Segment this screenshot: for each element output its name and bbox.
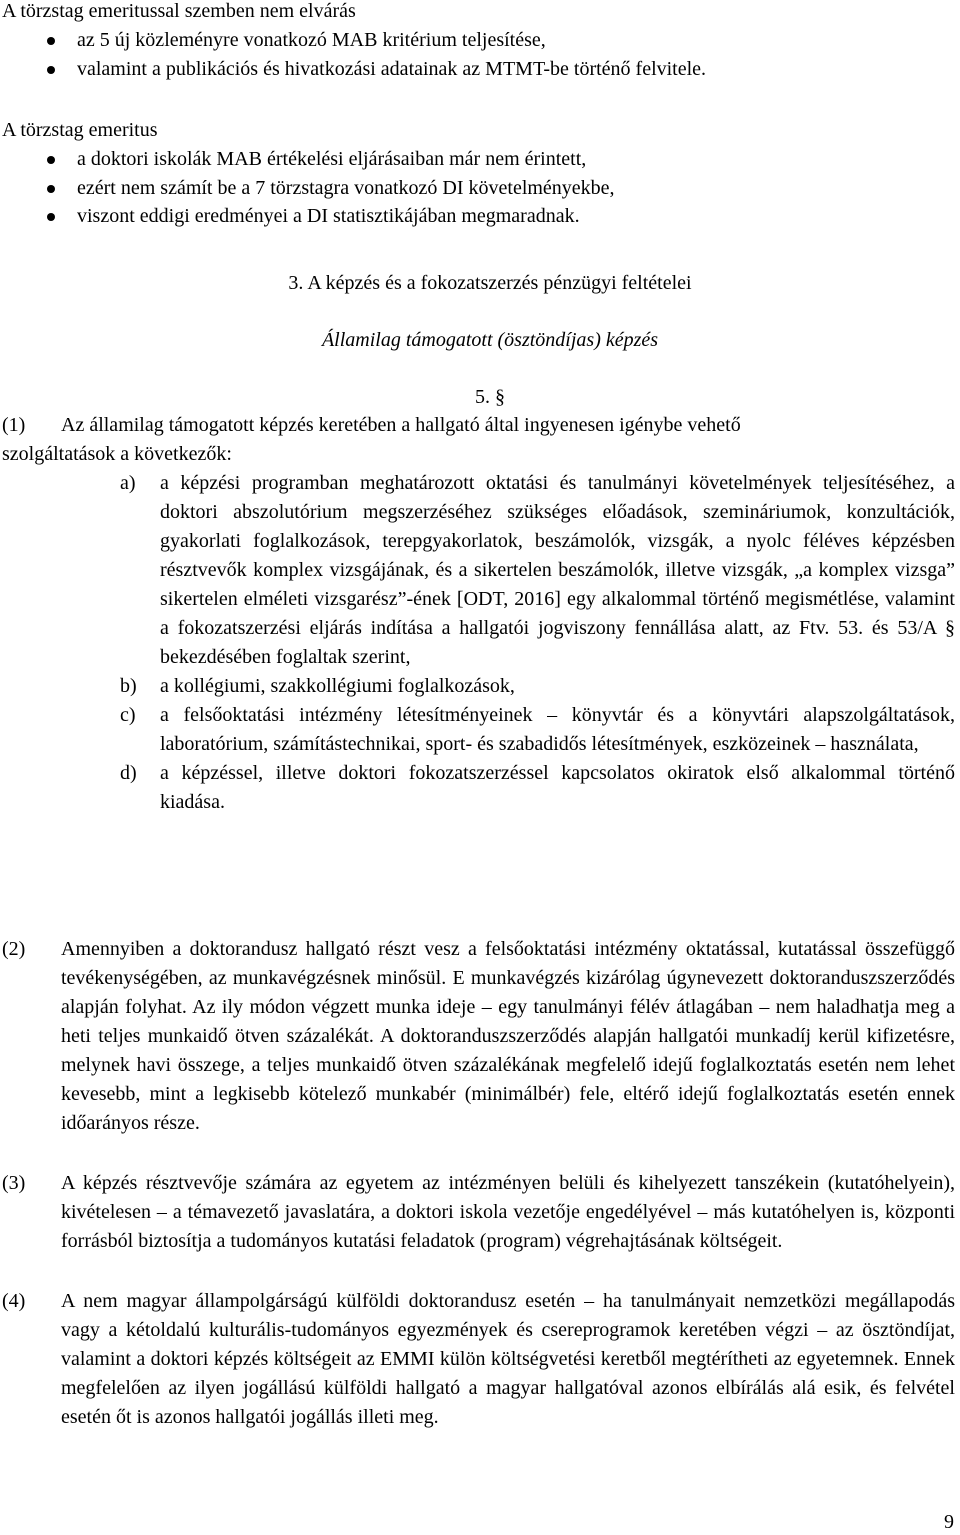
paragraph-3-number: (3)	[2, 1172, 26, 1194]
list-item-text: a képzési programban meghatározott oktatási és tanulmányi követelmények teljesítéséhez, a doktori abszolutórium megszerzéséhez szükséges előadások, szemináriumok, konzultációk, gyakorlati foglalkozások, terepgyakorlatok, beszámolók, vizsgák, a nyolc féléves képzésben résztvevők komplex vizsgájának, és a sikertelen beszámolók, illetve vizsgák, „a komplex vizsga” sikertelen elméleti vizsgarész”-ének [ODT, 2016] egy alkalommal történő megismétlése, valamint a fokozatszerzési eljárás indítása a hallgatói jogviszony fennállása alatt, az Ftv. 53. és 53/A § bekezdésében foglaltak szerint,	[160, 472, 955, 668]
bullet-icon	[47, 213, 55, 221]
section-subtitle: Államilag támogatott (ösztöndíjas) képzés	[321, 329, 659, 351]
list-item-label: d)	[120, 762, 137, 784]
emeritus-status-block	[2, 116, 952, 231]
page-number: 9	[944, 1511, 954, 1533]
list-item-text: a kollégiumi, szakkollégiumi foglalkozások,	[160, 675, 515, 697]
bullet-text: ezért nem számít be a 7 törzstagra vonatkozó DI követelményekbe,	[77, 176, 615, 199]
list-item	[0, 672, 955, 701]
emeritus-status-list	[2, 145, 952, 231]
list-item-label: a)	[120, 472, 136, 494]
bullet-item	[2, 26, 952, 55]
bullet-item	[2, 202, 952, 231]
paragraph-3-text: A képzés résztvevője számára az egyetem az intézményen belüli és kihelyezett tanszékein (kutatóhelyein), kivételesen – a témavezető javaslatára, a doktori iskola vezetője engedélyével – más kutatóhelyen is, központi forrásból biztosítja a tudományos kutatási feladatok (program) végrehajtásának költségeit.	[61, 1172, 955, 1252]
paragraph-2-text: Amennyiben a doktorandusz hallgató részt vesz a felsőoktatási intézmény oktatással, kutatással összefüggő tevékenységében, az munkavégzésnek minősül. E munkavégzés kizárólag úgynevezett doktoranduszszerződés alapján folyhat. Az ily módon végzett munka ideje – egy tanulmányi félév átlagában – nem haladhatja meg a heti teljes munkaidő ötven százalékát. A doktoranduszszerződés alapján hallgatói munkadíj kerül kifizetésre, melynek havi összege, a teljes munkaidő ötven százalékának megfelelő idejű foglalkoztatás esetén nem lehet kevesebb, mint a legkisebb kötelező munkabér (minimálbér) fele, eltérő idejű foglalkoztatás esetén ennek időarányos része.	[61, 938, 955, 1134]
emeritus-expectations-list	[2, 26, 952, 84]
section-title: 3. A képzés és a fokozatszerzés pénzügyi feltételei	[288, 272, 692, 294]
bullet-icon	[47, 66, 55, 74]
bullet-icon	[47, 37, 55, 45]
list-item	[0, 701, 955, 759]
paragraph-2-number: (2)	[2, 938, 26, 960]
paragraph-4-text: A nem magyar állampolgárságú külföldi doktorandusz esetén – ha tanulmányait nemzetközi megállapodás vagy a kétoldalú kulturális-tudományos egyezmények és csereprogramok keretében végzi – az ösztöndíjat, valamint a doktori képzés költségeit az EMMI külön költségvetési keretből megtérítheti az egyetemnek. Ennek megfelelően az ilyen jogállású külföldi hallgató a magyar hallgatóval azonos elbírálás alá esik, és felvétel esetén őt is azonos hallgatói jogállás illeti meg.	[61, 1290, 955, 1428]
bullet-icon	[47, 185, 55, 193]
bullet-icon	[47, 156, 55, 164]
paragraph-4	[0, 1287, 955, 1432]
services-list	[0, 469, 955, 817]
paragraph-2	[0, 935, 955, 1138]
emeritus-expectations-heading: A törzstag emeritussal szemben nem elvárás	[2, 0, 356, 22]
bullet-item	[2, 55, 952, 84]
paragraph-1-number: (1)	[2, 414, 26, 436]
emeritus-status-heading: A törzstag emeritus	[2, 119, 158, 141]
paragraph-4-number: (4)	[2, 1290, 26, 1312]
bullet-item	[2, 145, 952, 174]
bullet-text: az 5 új közleményre vonatkozó MAB kritérium teljesítése,	[77, 28, 546, 51]
paragraph-number: 5. §	[475, 386, 505, 408]
list-item-label: b)	[120, 675, 137, 697]
paragraph-3	[0, 1169, 955, 1256]
list-item-text: a képzéssel, illetve doktori fokozatszerzéssel kapcsolatos okiratok első alkalommal történő kiadása.	[160, 762, 955, 813]
emeritus-expectations-block	[2, 0, 952, 83]
bullet-item	[2, 174, 952, 203]
list-item	[0, 469, 955, 672]
paragraph-1-intro-line-1: Az államilag támogatott képzés keretében a hallgató által ingyenesen igénybe vehető	[61, 414, 741, 436]
paragraph-1-intro-line-2: szolgáltatások a következők:	[2, 443, 232, 465]
list-item-label: c)	[120, 704, 136, 726]
bullet-text: viszont eddigi eredményei a DI statisztikájában megmaradnak.	[77, 205, 580, 228]
list-item-text: a felsőoktatási intézmény létesítményeinek – könyvtár és a könyvtári alapszolgáltatások, laboratórium, számítástechnikai, sport- és szabadidős létesítmények, eszközeinek – használata,	[160, 704, 955, 755]
list-item	[0, 759, 955, 817]
bullet-text: a doktori iskolák MAB értékelési eljárásaiban már nem érintett,	[77, 147, 587, 170]
paragraph-1	[0, 411, 955, 817]
bullet-text: valamint a publikációs és hivatkozási adatainak az MTMT-be történő felvitele.	[77, 57, 707, 80]
